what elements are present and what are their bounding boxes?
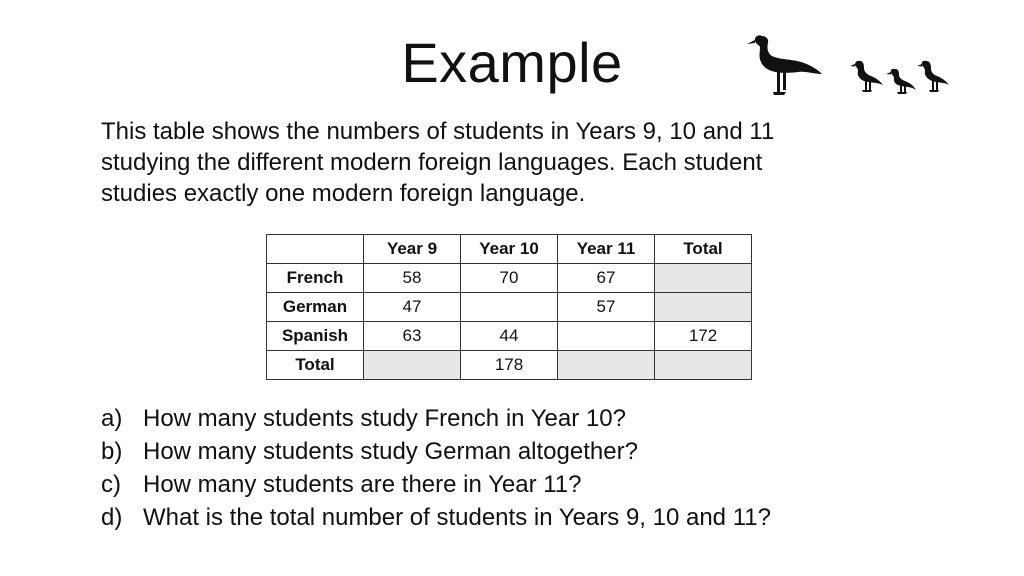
- table-cell-shaded: [558, 351, 655, 380]
- column-header-year-11: Year 11: [558, 235, 655, 264]
- question-label: b): [101, 438, 123, 465]
- question-list: [101, 402, 771, 534]
- intro-line: This table shows the numbers of students in Years 9, 10 and 11: [101, 118, 775, 145]
- table-cell-shaded: [655, 264, 752, 293]
- column-header-year-10: Year 10: [461, 235, 558, 264]
- row-header-spanish: Spanish: [267, 322, 364, 351]
- question-text: How many students are there in Year 11?: [143, 471, 582, 498]
- question-label: a): [101, 405, 123, 432]
- table-cell: 70: [461, 264, 558, 293]
- table-cell: 47: [364, 293, 461, 322]
- mother-duck-icon: [747, 35, 822, 95]
- question-text: How many students study German altogether?: [143, 438, 638, 465]
- table-row: [267, 293, 752, 322]
- question-item: [101, 402, 771, 435]
- table-corner-cell: [267, 235, 364, 264]
- question-label: c): [101, 471, 121, 498]
- question-item: [101, 468, 771, 501]
- table-row: [267, 322, 752, 351]
- question-text: What is the total number of students in Years 9, 10 and 11?: [143, 504, 771, 531]
- duck-family-icon: [746, 28, 956, 102]
- table-row: [267, 264, 752, 293]
- row-header-german: German: [267, 293, 364, 322]
- table-cell: 67: [558, 264, 655, 293]
- row-header-total: Total: [267, 351, 364, 380]
- table-cell: 172: [655, 322, 752, 351]
- question-item: [101, 501, 771, 534]
- table-cell-shaded: [655, 351, 752, 380]
- table-cell-blank: [558, 322, 655, 351]
- intro-paragraph: [101, 116, 901, 209]
- duckling-2-icon: [886, 69, 916, 94]
- table-cell: 44: [461, 322, 558, 351]
- table-cell-shaded: [364, 351, 461, 380]
- question-label: d): [101, 504, 123, 531]
- question-item: [101, 435, 771, 468]
- two-way-table: [266, 234, 752, 380]
- question-text: How many students study French in Year 10?: [143, 405, 626, 432]
- column-header-total: Total: [655, 235, 752, 264]
- table-cell-blank: [461, 293, 558, 322]
- column-header-year-9: Year 9: [364, 235, 461, 264]
- table-cell: 63: [364, 322, 461, 351]
- row-header-french: French: [267, 264, 364, 293]
- table-header-row: [267, 235, 752, 264]
- intro-line: studies exactly one modern foreign language.: [101, 180, 586, 207]
- duckling-1-icon: [850, 61, 883, 92]
- duckling-3-icon: [917, 61, 949, 92]
- table-cell-shaded: [655, 293, 752, 322]
- table-row: [267, 351, 752, 380]
- table-cell: 178: [461, 351, 558, 380]
- intro-line: studying the different modern foreign languages. Each student: [101, 149, 763, 176]
- table-cell: 57: [558, 293, 655, 322]
- table-cell: 58: [364, 264, 461, 293]
- page-title: Example: [401, 31, 623, 94]
